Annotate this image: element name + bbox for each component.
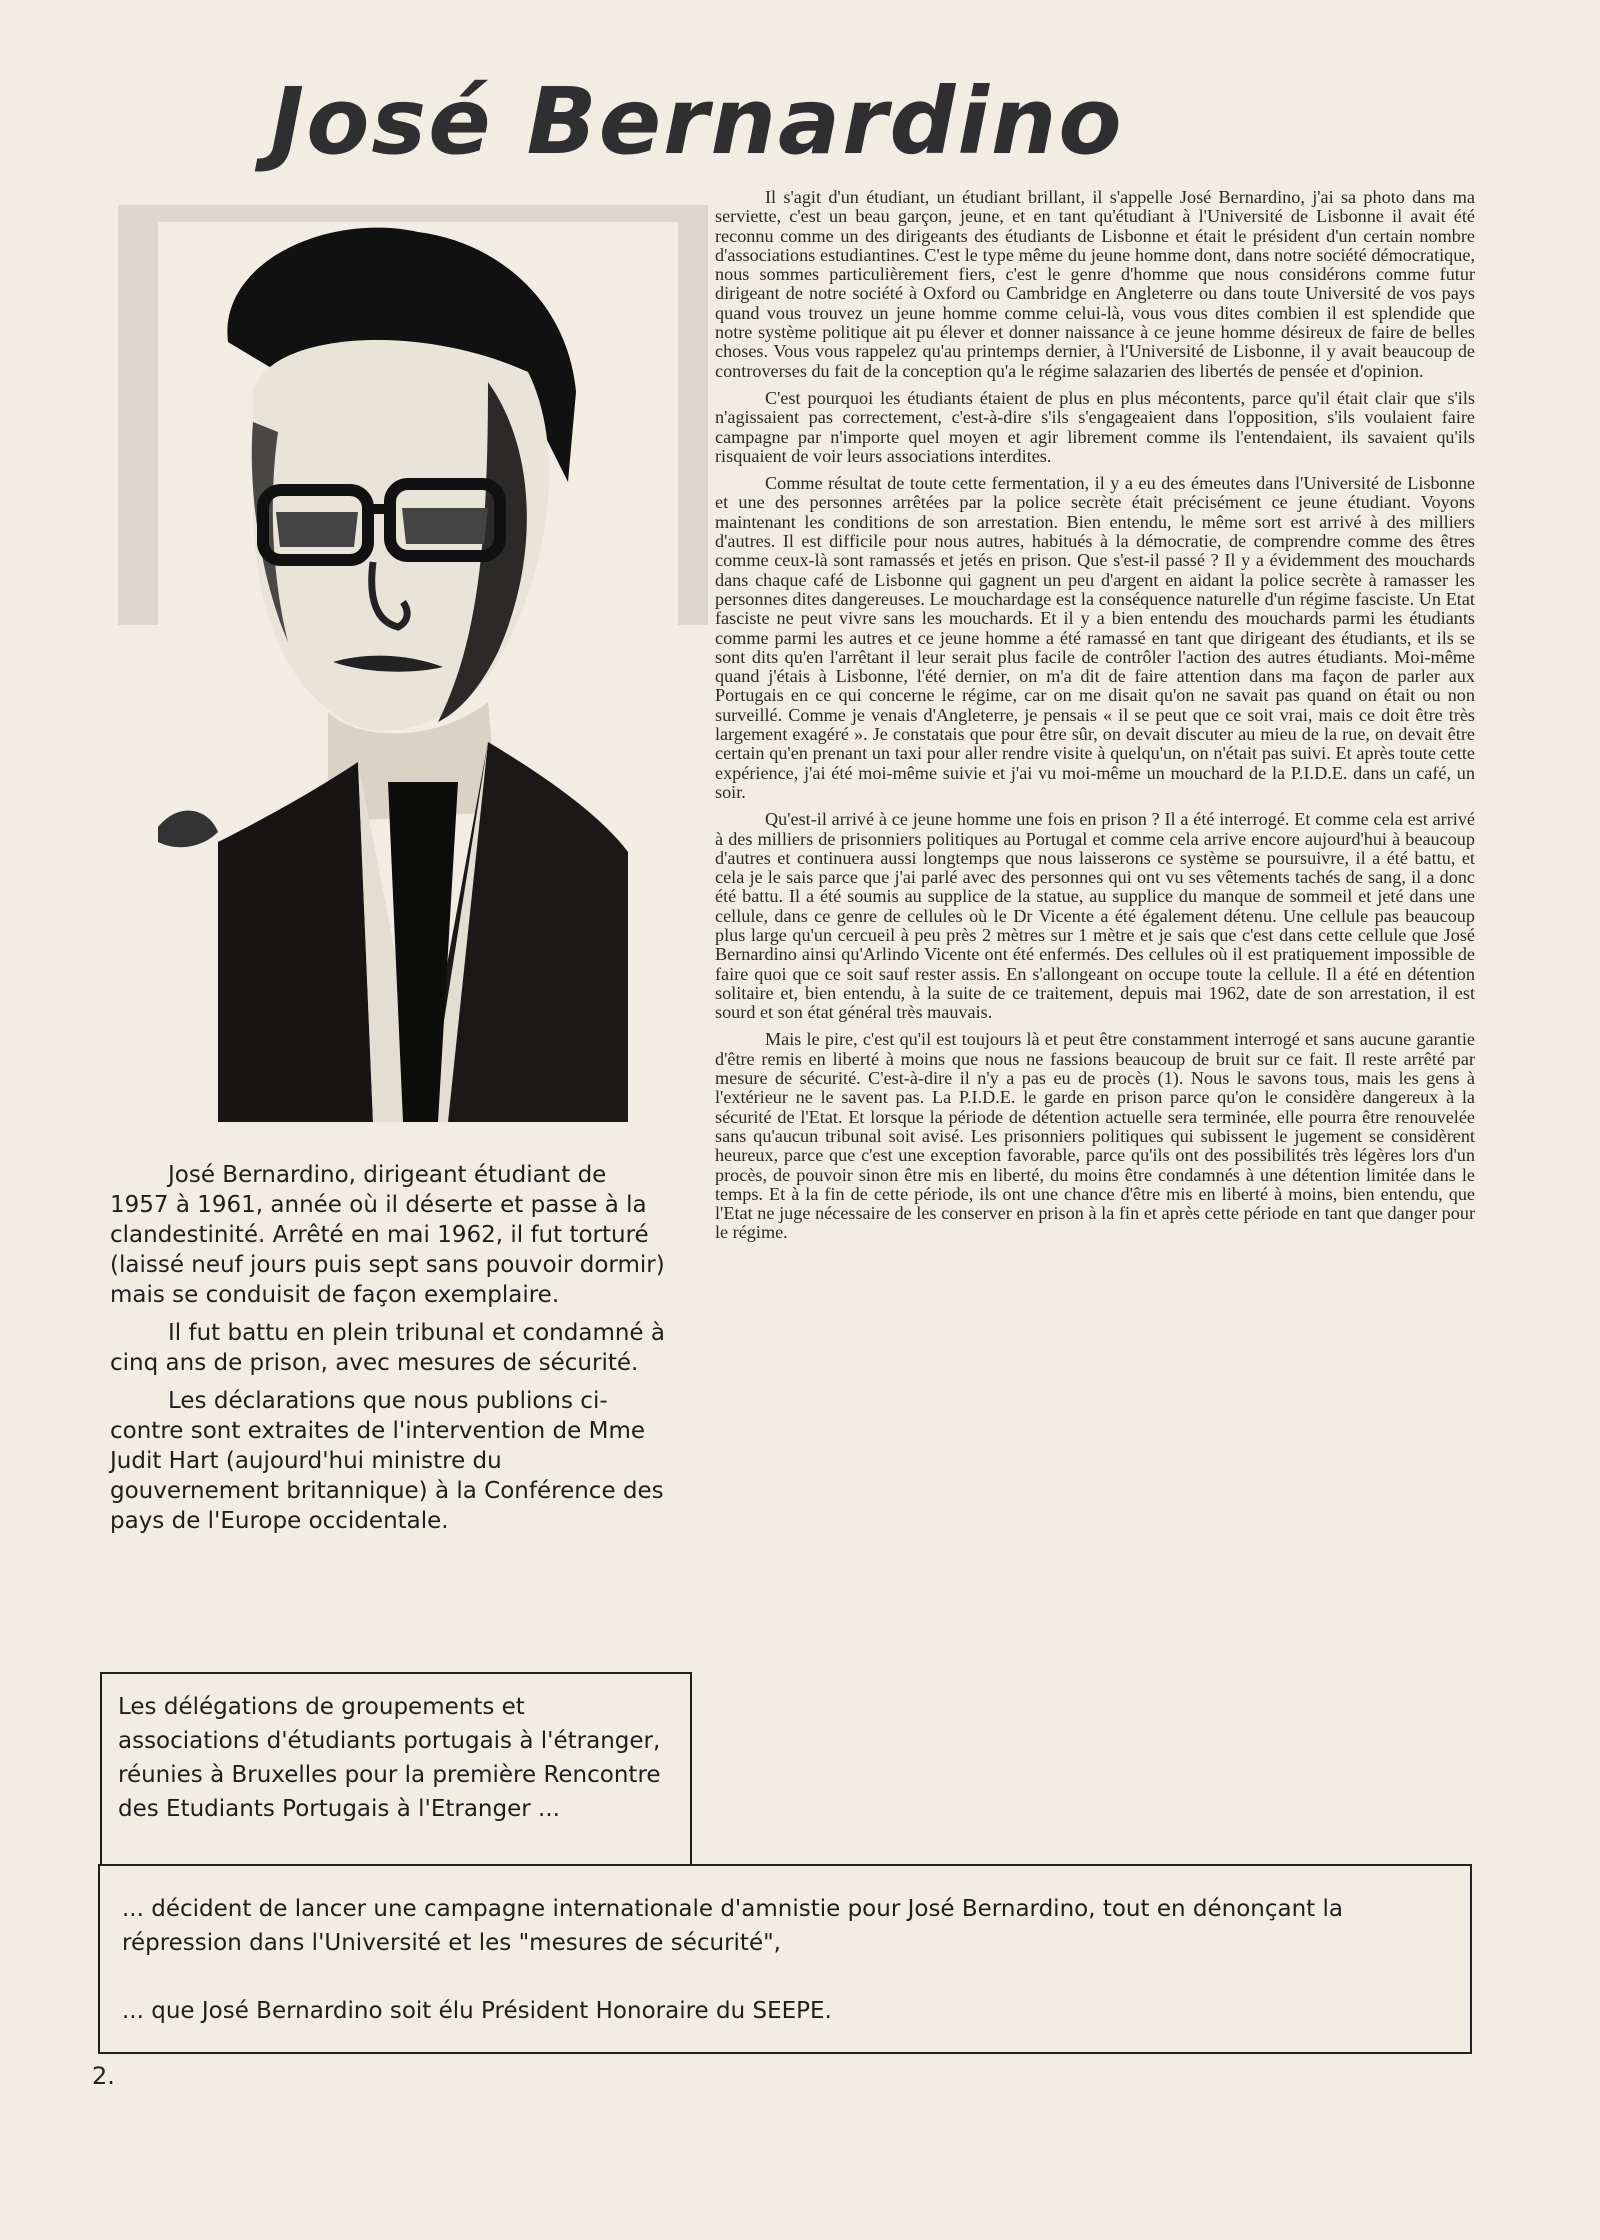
portrait-photo [158, 222, 678, 1132]
page-number: 2. [92, 2062, 115, 2090]
caption-paragraph: José Bernardino, dirigeant étudiant de 1957 à 1961, année où il déserte et passe à la clandestinité. Arrêté en mai 1962, il fut torturé (laissé neuf jours puis sept sans pouvoir dormir) mais se conduisit de façon exemplaire. [110, 1162, 665, 1308]
page-title: José Bernardino [270, 68, 1124, 175]
decision-honorary-president: ... que José Bernardino soit élu Président Honoraire du SEEPE. [122, 1998, 832, 2024]
delegations-text: Les délégations de groupements et associations d'étudiants portugais à l'étranger, réunies à Bruxelles pour la première Rencontre des Etudiants Portugais à l'Etranger ... [118, 1694, 661, 1822]
article-body [715, 188, 1475, 1251]
decision-campaign: ... décident de lancer une campagne internationale d'amnistie pour José Bernardino, tout en dénonçant la répression dans l'Université et les "mesures de sécurité", [122, 1896, 1343, 1956]
article-paragraph: C'est pourquoi les étudiants étaient de plus en plus mécontents, parce qu'il était clair que s'ils n'agissaient pas correctement, c'est-à-dire s'ils s'engageaient dans l'opposition, s'ils voulaient faire campagne par n'importe quel moyen et agir librement comme ils l'entendaient, ils savaient qu'ils risquaient de voir leurs associations interdites. [715, 387, 1475, 466]
caption-paragraph: Les déclarations que nous publions ci-contre sont extraites de l'intervention de Mme Judit Hart (aujourd'hui ministre du gouvernement britannique) à la Conférence des pays de l'Europe occidentale. [110, 1388, 664, 1534]
article-paragraph: Mais le pire, c'est qu'il est toujours là et peut être constamment interrogé et sans aucune garantie d'être remis en liberté à moins que nous ne fassions beaucoup de bruit sur ce fait. Il reste arrêté par mesure de sécurité. C'est-à-dire il n'y a pas eu de procès (1). Nous le savons tous, mais les gens à l'extérieur ne le savent pas. La P.I.D.E. le garde en prison parce qu'on le considère dangereux à la sécurité de l'Etat. Et lorsque la période de détention actuelle sera terminée, elle pourra être renouvelée sans qu'aucun tribunal soit avisé. Les prisonniers politiques qui subissent le jugement se considèrent heureux, parce que c'est une exception favorable, parce qu'ils ont des possibilités très légères lors d'un procès, de pouvoir sinon être mis en liberté, du moins être condamnés à une détention limitée dans le temps. Et à la fin de cette période, ils ont une chance d'être mis en liberté à moins, bien entendu, que l'Etat ne juge nécessaire de les conserver en prison à la fin et après cette période en tant que danger pour le régime. [715, 1029, 1475, 1243]
photo-caption [110, 1160, 670, 1544]
decisions-box [98, 1864, 1472, 2054]
caption-paragraph: Il fut battu en plein tribunal et condamné à cinq ans de prison, avec mesures de sécurité. [110, 1320, 665, 1376]
article-paragraph: Il s'agit d'un étudiant, un étudiant brillant, il s'appelle José Bernardino, j'ai sa photo dans ma serviette, c'est un beau garçon, jeune, et en tant qu'étudiant à l'Université de Lisbonne il avait été reconnu comme un des dirigeants des étudiants de Lisbonne et était le président d'un certain nombre d'associations estudiantines. C'est le type même du jeune homme dont, dans notre société démocratique, nous sommes particulièrement fiers, c'est le genre d'homme que nous considérons comme futur dirigeant de notre société à Oxford ou Cambridge en Angleterre ou dans toute Université de vos pays quand vous trouvez un jeune homme comme celui-là, vous vous dites combien il est splendide que notre système politique ait pu élever et donner naissance à ce jeune homme désireux de faire de belles choses. Vous vous rappelez qu'au printemps dernier, à l'Université de Lisbonne, il y avait beaucoup de controverses du fait de la conception qu'a le régime salazarien des libertés de pensée et d'opinion. [715, 187, 1475, 381]
article-paragraph: Qu'est-il arrivé à ce jeune homme une fois en prison ? Il a été interrogé. Et comme cela est arrivé à des milliers de prisonniers politiques au Portugal et comme cela arrive encore aujourd'hui à beaucoup d'autres et continuera aussi longtemps que nous laisserons ce système se poursuivre, il a été battu, et cela je le sais parce que j'ai parlé avec des personnes qui ont vu ses vêtements tachés de sang, il a donc été battu. Il a été soumis au supplice de la statue, au supplice du manque de sommeil et jeté dans une cellule, dans ce genre de cellules où le Dr Vicente a été également détenu. Une cellule pas beaucoup plus large qu'un cercueil à peu près 2 mètres sur 1 mètre et je sais que c'est dans cette cellule que José Bernardino ainsi qu'Arlindo Vicente ont été enfermés. Des cellules où il est pratiquement impossible de faire quoi que ce soit sauf rester assis. En s'allongeant on occupe toute la cellule. Il a été en détention solitaire et, bien entendu, à la suite de ce traitement, depuis mai 1962, date de son arrestation, il est sourd et son état général très mauvais. [715, 809, 1475, 1023]
delegations-box [100, 1672, 692, 1864]
article-paragraph: Comme résultat de toute cette fermentation, il y a eu des émeutes dans l'Université de Lisbonne et une des personnes arrêtées par la police secrète était précisément ce jeune étudiant. Voyons maintenant les conditions de son arrestation. Bien entendu, le même sort est arrivé à des milliers d'autres. Il est difficile pour nous autres, habitués à la démocratie, de comprendre comme des êtres comme ceux-là sont ramassés et jetés en prison. Que s'est-il passé ? Il y a évidemment des mouchards dans chaque café de Lisbonne qui gagnent un peu d'argent en aidant la police secrète à ramasser les personnes dites dangereuses. Le mouchardage est la conséquence naturelle d'un régime fasciste. Un Etat fasciste ne peut vivre sans les mouchards. Et il y a bien entendu des mouchards parmi les étudiants comme parmi les autres et ce jeune homme a été ramassé en tant que dirigeant des étudiants, et ils se sont dits qu'en l'arrêtant il leur serait plus facile de contrôler l'action des autres étudiants. Moi-même quand j'étais à Lisbonne, l'été dernier, on m'a dit de faire attention dans ma façon de parler aux Portugais en ce qui concerne le régime, car on me disait qu'on ne savait pas quand on était ou non surveillé. Comme je venais d'Angleterre, je pensais « il se peut que ce soit vrai, mais ce doit être très largement exagéré ». Je constatais que pour être sûr, on devait discuter au mieu de la rue, on devait être certain qu'en prenant un taxi pour aller rendre visite à quelqu'un, on n'était pas suivi. Et après toute cette expérience, j'ai été moi-même suivie et j'ai vu moi-même un mouchard de la P.I.D.E. dans un café, un soir. [715, 473, 1475, 802]
